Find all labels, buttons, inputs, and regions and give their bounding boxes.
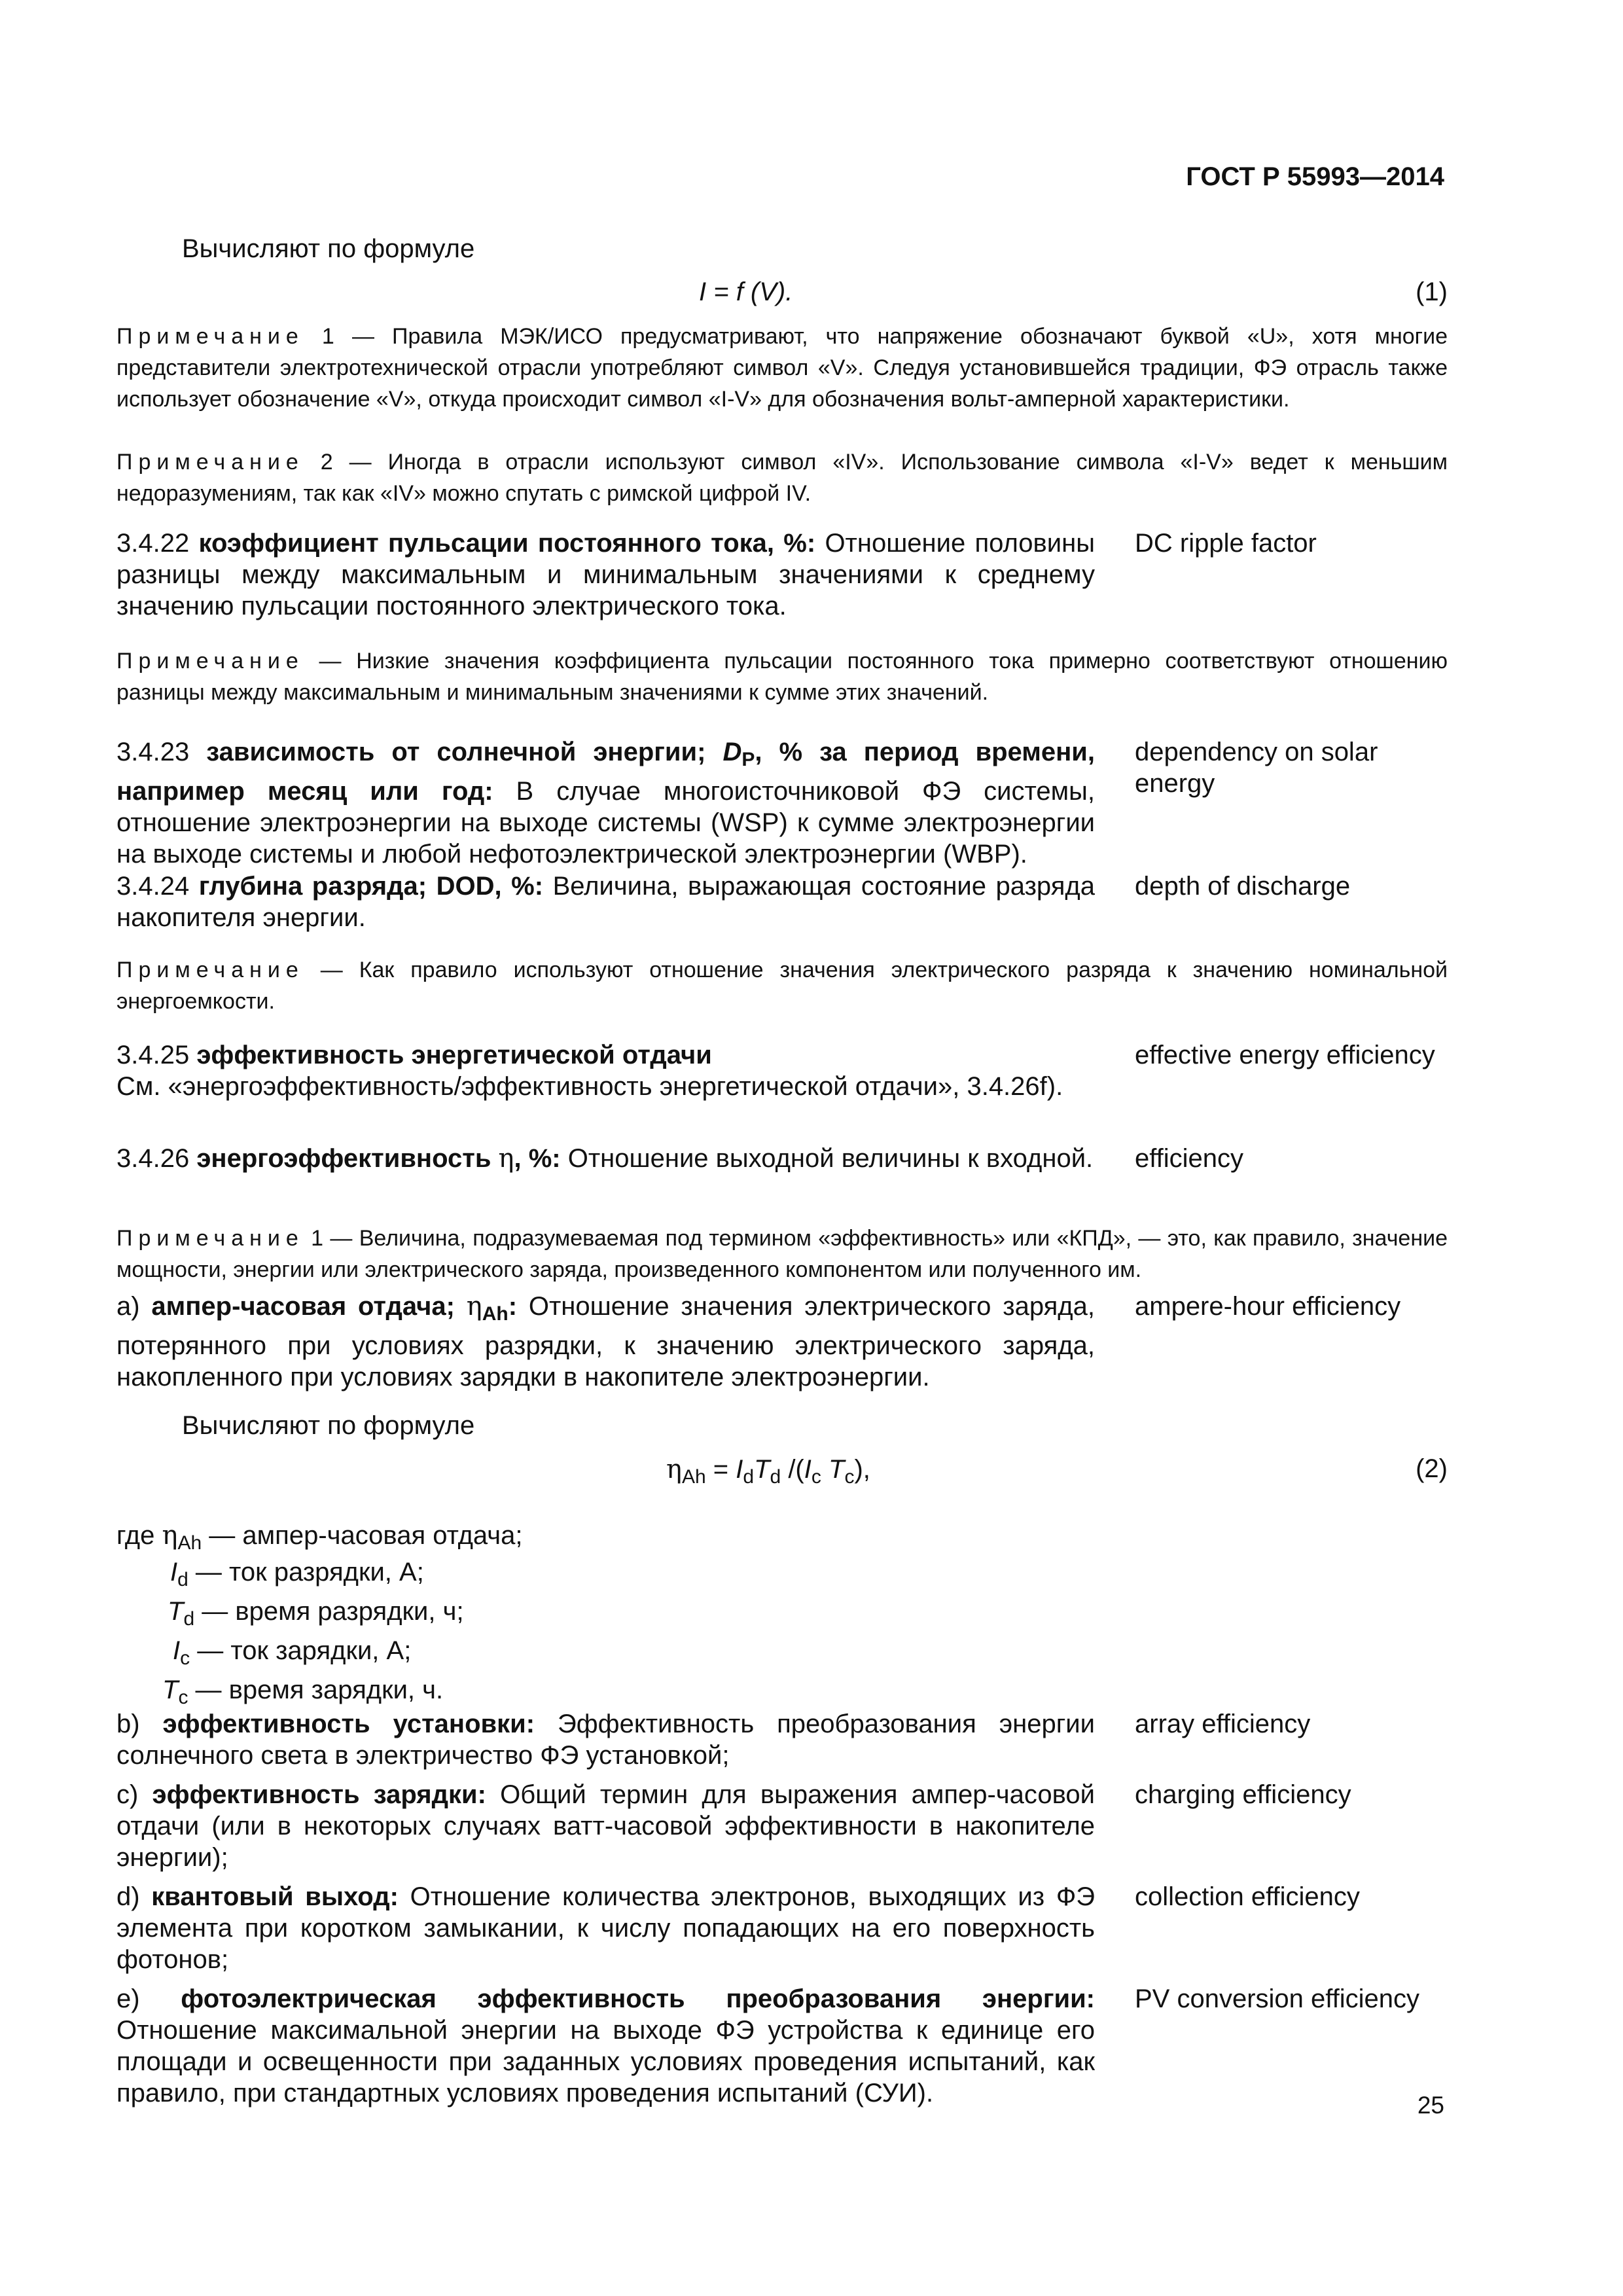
note-1: Примечание 1 — Правила МЭК/ИСО предусматривают, что напряжение обозначают буквой «U», хотя многие представители электротехнической отрасли употребляют символ «V». Следуя установившейся традиции, ФЭ отрасль также использует обозначение «V», откуда происходит символ «I-V» для обозначения вольт-амперной характеристики. bbox=[116, 324, 1448, 412]
term-number: 3.4.22 bbox=[116, 529, 190, 558]
formula-2-expression: $\eta_{Ah} = I_dT_d$ $/(I_c$ $T_c$), bbox=[666, 1454, 870, 1488]
term-title: глубина разряда; DOD, %: bbox=[198, 872, 544, 901]
term-title: квантовый выход: bbox=[151, 1882, 399, 1911]
legend-item: где $\eta_{Ah}$ — ампер-часовая отдача; bbox=[116, 1520, 523, 1554]
term-entry-c bbox=[116, 1779, 1448, 1873]
term-english: array efficiency bbox=[1135, 1710, 1311, 1738]
term-definition: Общий термин для выражения ампер-часовой отдачи (или в некоторых случаях ватт-часовой эффективности в накопителе энергии); bbox=[116, 1780, 1095, 1872]
term-letter: b) bbox=[116, 1710, 140, 1738]
term-title: зависимость от солнечной энергии; $D_P$, % за период времени, например месяц или год: bbox=[116, 738, 1095, 806]
term-letter: c) bbox=[116, 1780, 139, 1809]
term-number: 3.4.26 bbox=[116, 1144, 190, 1173]
term-entry-3-4-26 bbox=[116, 1143, 1448, 1174]
term-english: dependency on solar energy bbox=[1135, 738, 1378, 798]
formula-1-number: (1) bbox=[1416, 278, 1448, 306]
document-id-header: ГОСТ Р 55993—2014 bbox=[1186, 162, 1444, 191]
term-letter: a) bbox=[116, 1292, 140, 1321]
term-definition: Отношение количества электронов, выходящих из ФЭ элемента при коротком замыкании, к числу попадающих на его поверхность фотонов; bbox=[116, 1882, 1095, 1974]
term-number: 3.4.24 bbox=[116, 872, 190, 901]
term-title: фотоэлектрическая эффективность преобразования энергии: bbox=[181, 1984, 1095, 2013]
term-definition: Отношение значения электрического заряда, потерянного при условиях разрядки, к значению электрического заряда, накопленного при условиях зарядки в накопителе электроэнергии. bbox=[116, 1292, 1095, 1391]
term-entry-3-4-23 bbox=[116, 736, 1448, 870]
term-english: depth of discharge bbox=[1135, 872, 1351, 901]
term-title: коэффициент пульсации постоянного тока, %: bbox=[198, 529, 816, 558]
term-english: DC ripple factor bbox=[1135, 529, 1317, 558]
term-title: эффективность зарядки: bbox=[152, 1780, 486, 1809]
term-definition: Эффективность преобразования энергии солнечного света в электричество ФЭ установкой; bbox=[116, 1710, 1095, 1770]
term-definition: Отношение половины разницы между максимальным и минимальным значениями к среднему значению пульсации постоянного электрического тока. bbox=[116, 529, 1095, 620]
note-4: Примечание — Как правило используют отношение значения электрического разряда к значению номинальной энергоемкости. bbox=[116, 958, 1448, 1014]
term-entry-e bbox=[116, 1983, 1448, 2109]
formula-2-number: (2) bbox=[1416, 1454, 1448, 1483]
term-english: ampere-hour efficiency bbox=[1135, 1292, 1401, 1321]
term-definition: Отношение максимальной энергии на выходе ФЭ устройства к единице его площади и освещенности при заданных условиях проведения испытаний, как правило, при стандартных условиях проведения испытаний (СУИ). bbox=[116, 2016, 1095, 2108]
term-title: ампер-часовая отдача; $\eta_{Ah}$: bbox=[151, 1291, 518, 1325]
term-definition: См. «энергоэффективность/эффективность энергетической отдачи», 3.4.26f). bbox=[116, 1072, 1063, 1101]
term-english: effective energy efficiency bbox=[1135, 1041, 1435, 1069]
formula-legend bbox=[116, 1520, 523, 1559]
term-definition: Отношение выходной величины к входной. bbox=[567, 1144, 1094, 1173]
formula-intro-2: Вычисляют по формуле bbox=[182, 1411, 475, 1440]
term-entry-3-4-25 bbox=[116, 1039, 1448, 1102]
term-english: efficiency bbox=[1135, 1144, 1244, 1173]
term-number: 3.4.25 bbox=[116, 1041, 190, 1069]
note-3: Примечание — Низкие значения коэффициента пульсации постоянного тока примерно соответствуют отношению разницы между максимальным и минимальным значениями к сумме этих значений. bbox=[116, 649, 1448, 705]
term-title: эффективность энергетической отдачи bbox=[196, 1041, 712, 1069]
term-english: charging efficiency bbox=[1135, 1780, 1351, 1809]
note-2: Примечание 2 — Иногда в отрасли используют символ «IV». Использование символа «I-V» ведет к меньшим недоразумениям, так как «IV» можно спутать с римской цифрой IV. bbox=[116, 450, 1448, 506]
term-definition: Величина, выражающая состояние разряда накопителя энергии. bbox=[116, 872, 1095, 932]
formula-intro: Вычисляют по формуле bbox=[182, 234, 475, 263]
term-letter: d) bbox=[116, 1882, 140, 1911]
term-entry-b bbox=[116, 1708, 1448, 1771]
term-english: PV conversion efficiency bbox=[1135, 1984, 1420, 2013]
legend-item: $T_d$ — время разрядки, ч; bbox=[168, 1597, 464, 1630]
term-number: 3.4.23 bbox=[116, 738, 190, 766]
term-entry-3-4-22 bbox=[116, 528, 1448, 622]
formula-legend-rest bbox=[162, 1556, 464, 1713]
term-title: эффективность установки: bbox=[162, 1710, 535, 1738]
term-english: collection efficiency bbox=[1135, 1882, 1360, 1911]
term-entry-d bbox=[116, 1881, 1448, 1975]
legend-item: $T_c$ — время зарядки, ч. bbox=[162, 1676, 444, 1708]
term-entry-3-4-24 bbox=[116, 870, 1448, 933]
formula-1-expression: I = f (V). bbox=[699, 278, 793, 306]
term-entry-a bbox=[116, 1291, 1448, 1393]
page-number: 25 bbox=[1417, 2092, 1444, 2119]
legend-item: $I_c$ — ток зарядки, А; bbox=[173, 1636, 412, 1669]
term-title: энергоэффективность η, %: bbox=[196, 1143, 561, 1174]
term-definition: В случае многоисточниковой ФЭ системы, отношение электроэнергии на выходе системы (WSP) к сумме электроэнергии на выходе системы и любой нефотоэлектрической электроэнергии (WBP). bbox=[116, 777, 1095, 869]
legend-item: $I_d$ — ток разрядки, А; bbox=[170, 1558, 424, 1590]
note-5: Примечание 1 — Величина, подразумеваемая под термином «эффективность» или «КПД», — это, как правило, значение мощности, энергии или электрического заряда, произведенного компонентом или полученного им. bbox=[116, 1226, 1448, 1282]
term-letter: e) bbox=[116, 1984, 140, 2013]
